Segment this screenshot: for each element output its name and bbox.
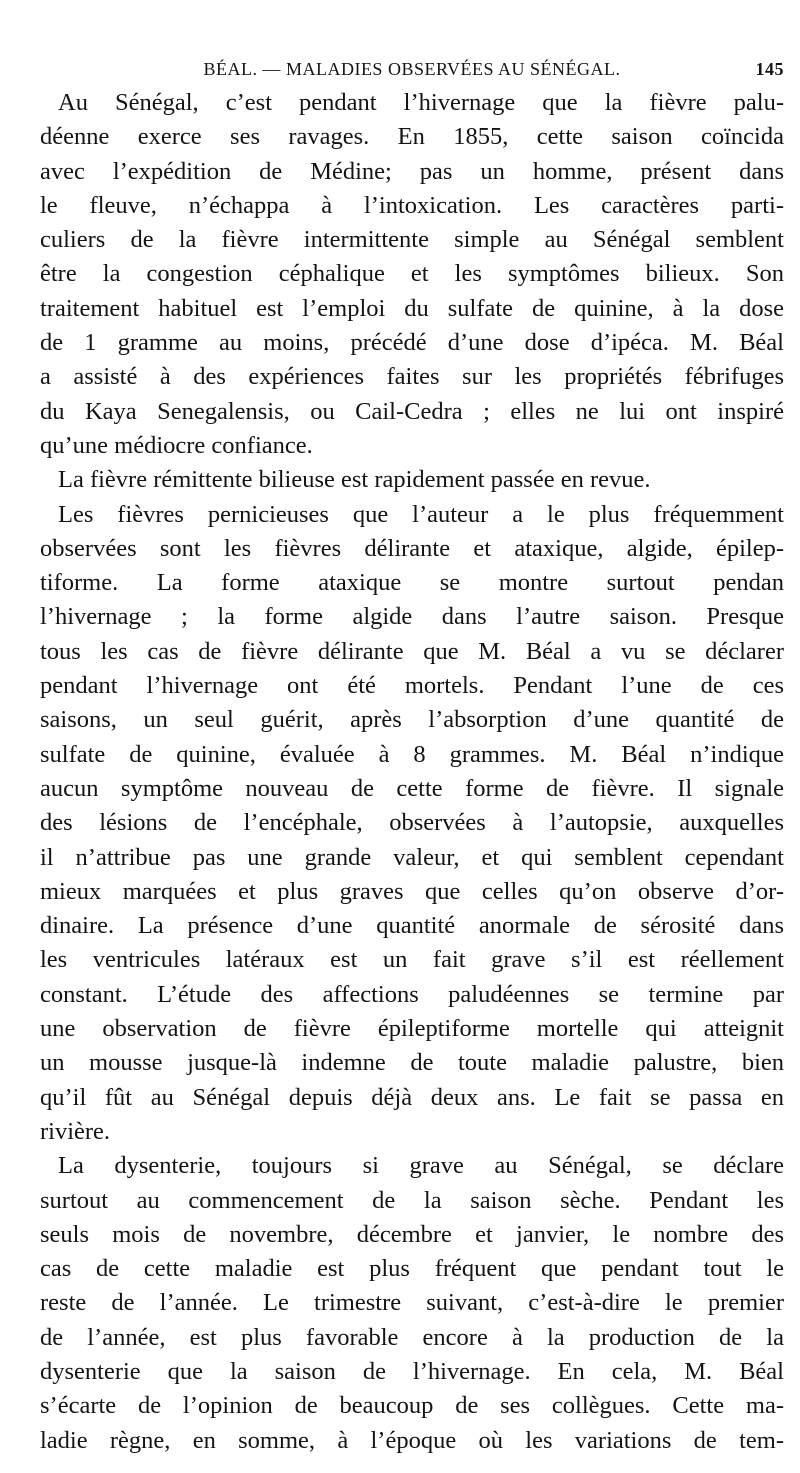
text-line: surtout au commencement de la saison sèche. Pendant les <box>40 1186 784 1214</box>
text-line: saisons, un seul guérit, après l’absorption d’une quantité de <box>40 706 784 734</box>
text-line: des lésions de l’encéphale, observées à l’autopsie, auxquelles <box>40 809 784 837</box>
running-header <box>40 59 784 89</box>
text-line: mieux marquées et plus graves que celles qu’on observe d’or- <box>40 877 784 905</box>
text-line: déenne exerce ses ravages. En 1855, cette saison coïncida <box>40 123 784 151</box>
text-line: dinaire. La présence d’une quantité anormale de sérosité dans <box>40 912 784 940</box>
text-line: traitement habituel est l’emploi du sulfate de quinine, à la dose <box>40 294 784 322</box>
text-line: pendant l’hivernage ont été mortels. Pendant l’une de ces <box>40 672 784 700</box>
text-line: Les fièvres pernicieuses que l’auteur a le plus fréquemment <box>58 500 784 528</box>
text-line: être la congestion céphalique et les symptômes bilieux. Son <box>40 260 784 288</box>
running-title: BÉAL. — MALADIES OBSERVÉES AU SÉNÉGAL. <box>203 59 621 79</box>
page-number: 145 <box>755 59 784 79</box>
text-line: qu’il fût au Sénégal depuis déjà deux ans. Le fait se passa en <box>40 1083 784 1111</box>
text-line: il n’attribue pas une grande valeur, et qui semblent cependant <box>40 843 784 871</box>
text-line: aucun symptôme nouveau de cette forme de fièvre. Il signale <box>40 774 784 802</box>
text-line: Au Sénégal, c’est pendant l’hivernage que la fièvre palu- <box>58 89 784 116</box>
text-line: reste de l’année. Le trimestre suivant, c’est-à-dire le premier <box>40 1289 784 1317</box>
text-line: de 1 gramme au moins, précédé d’une dose d’ipéca. M. Béal <box>40 329 784 357</box>
text-line: qu’une médiocre confiance. <box>40 431 313 459</box>
text-line: tiforme. La forme ataxique se montre surtout pendan <box>40 569 784 597</box>
text-line: constant. L’étude des affections paludéennes se termine par <box>40 980 784 1008</box>
text-line: un mousse jusque-là indemne de toute maladie palustre, bien <box>40 1049 784 1077</box>
text-line: l’hivernage ; la forme algide dans l’autre saison. Presque <box>40 603 784 631</box>
text-line: observées sont les fièvres délirante et ataxique, algide, épilep- <box>40 534 784 562</box>
text-line: dysenterie que la saison de l’hivernage. En cela, M. Béal <box>40 1357 784 1385</box>
text-line: une observation de fièvre épileptiforme mortelle qui atteignit <box>40 1015 784 1043</box>
text-line: le fleuve, n’échappa à l’intoxication. Les caractères parti- <box>40 191 784 219</box>
text-line: s’écarte de l’opinion de beaucoup de ses collègues. Cette ma- <box>40 1392 784 1420</box>
text-line: les ventricules latéraux est un fait grave s’il est réellement <box>40 946 784 974</box>
text-line: La dysenterie, toujours si grave au Sénégal, se déclare <box>58 1152 784 1180</box>
text-line: du Kaya Senegalensis, ou Cail-Cedra ; elles ne lui ont inspiré <box>40 397 784 425</box>
text-line: culiers de la fièvre intermittente simple au Sénégal semblent <box>40 226 784 254</box>
text-line: tous les cas de fièvre délirante que M. Béal a vu se déclarer <box>40 637 784 665</box>
body-text <box>40 86 784 1458</box>
text-line: seuls mois de novembre, décembre et janvier, le nombre des <box>40 1220 784 1248</box>
text-line: a assisté à des expériences faites sur les propriétés fébrifuges <box>40 363 784 391</box>
text-line: sulfate de quinine, évaluée à 8 grammes. M. Béal n’indique <box>40 740 784 768</box>
text-line: cas de cette maladie est plus fréquent que pendant tout le <box>40 1255 784 1283</box>
text-line: La fièvre rémittente bilieuse est rapidement passée en revue. <box>58 466 651 494</box>
text-line: ladie règne, en somme, à l’époque où les variations de tem- <box>40 1426 784 1454</box>
text-line: rivière. <box>40 1117 111 1145</box>
text-line: de l’année, est plus favorable encore à la production de la <box>40 1323 784 1351</box>
text-line: avec l’expédition de Médine; pas un homme, présent dans <box>40 157 784 185</box>
